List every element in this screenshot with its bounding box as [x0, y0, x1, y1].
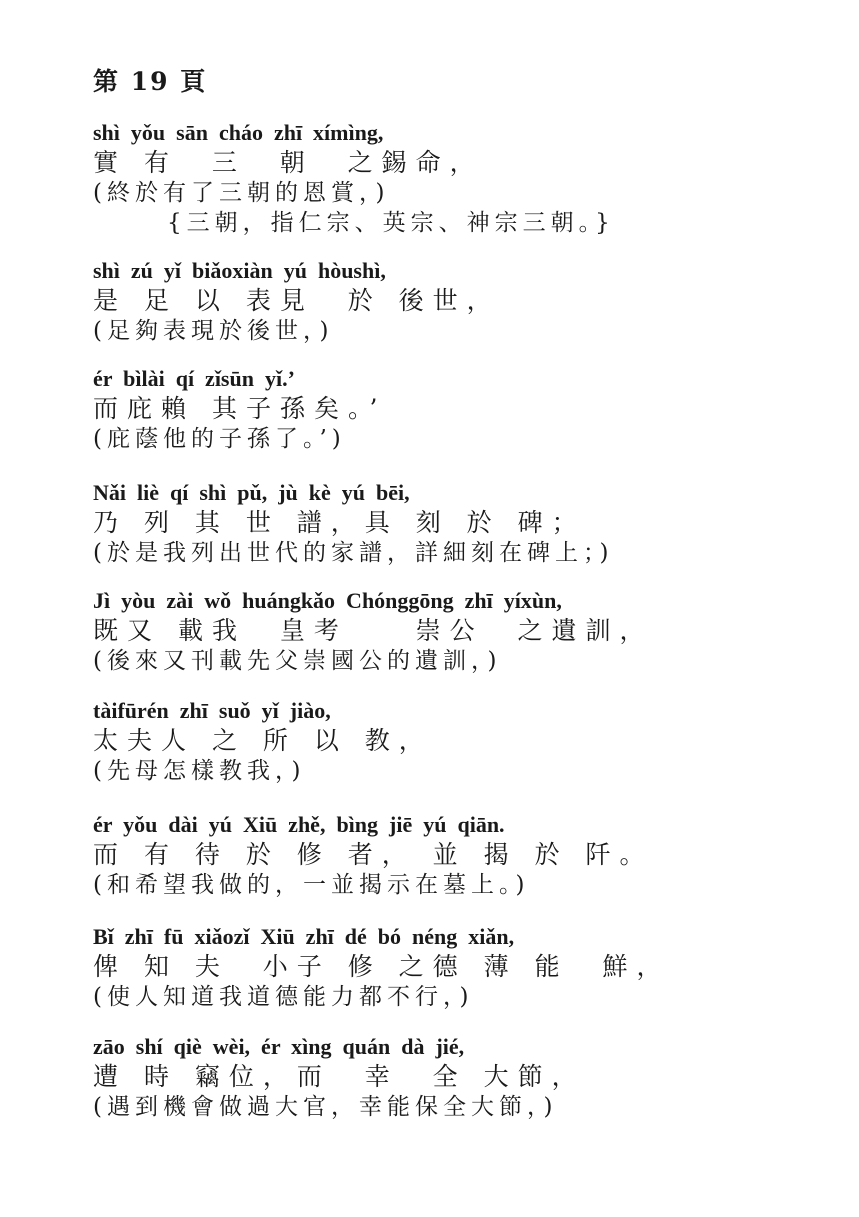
pinyin-line: Jì yòu zài wǒ huángkǎo Chónggōng zhī yíxùn,: [93, 588, 562, 613]
chinese-line: 俾 知 夫 小子 修 之德 薄 能 鮮，: [93, 952, 671, 981]
pinyin-line: Bǐ zhī fū xiǎozǐ Xiū zhī dé bó néng xiǎn,: [93, 924, 515, 949]
stanza-6: [93, 696, 833, 786]
note-line: {三朝，指仁宗、英宗、神宗三朝。}: [167, 210, 615, 236]
pinyin-line: shì zú yǐ biǎoxiàn yú hòushì,: [93, 258, 386, 283]
chinese-line: 是 足 以 表見 於 後世，: [93, 286, 501, 315]
page-title: 第 19 頁: [93, 67, 208, 96]
translation-line: (先母怎樣教我，): [93, 758, 306, 784]
chinese-line: 太夫人 之 所 以 教，: [93, 726, 433, 755]
chinese-line: 而 有 待 於 修 者， 並 揭 於 阡。: [93, 840, 654, 869]
translation-line: (使人知道我道德能力都不行，): [93, 984, 474, 1010]
translation-line: (後來又刊載先父崇國公的遺訓，): [93, 648, 502, 674]
stanza-1: [93, 118, 833, 238]
translation-line: (和希望我做的，一並揭示在墓上。): [93, 872, 530, 898]
chinese-line: 遭 時 竊位，而 幸 全 大節，: [93, 1062, 586, 1091]
translation-line: (遇到機會做過大官，幸能保全大節，): [93, 1094, 558, 1120]
pinyin-line: zāo shí qiè wèi, ér xìng quán dà jié,: [93, 1034, 465, 1059]
stanza-3: [93, 364, 833, 454]
translation-line: (足夠表現於後世，): [93, 318, 334, 344]
translation-line: (於是我列出世代的家譜，詳細刻在碑上；): [93, 540, 614, 566]
stanza-7: [93, 810, 833, 900]
translation-line: (庇蔭他的子孫了。’): [93, 426, 346, 452]
chinese-line: 實 有 三 朝 之錫命，: [93, 148, 484, 177]
stanza-2: [93, 256, 833, 346]
chinese-line: 乃 列 其 世 譜，具 刻 於 碑；: [93, 508, 586, 537]
chinese-line: 既又 載我 皇考 崇公 之遺訓，: [93, 616, 654, 645]
stanza-4: [93, 478, 833, 568]
chinese-line: 而庇賴 其子孫矣。’: [93, 394, 387, 423]
pinyin-line: ér bìlài qí zǐsūn yǐ.’: [93, 366, 295, 391]
pinyin-line: Nǎi liè qí shì pǔ, jù kè yú bēi,: [93, 480, 410, 505]
translation-line: (終於有了三朝的恩賞，): [93, 180, 390, 206]
stanza-9: [93, 1032, 833, 1122]
pinyin-line: shì yǒu sān cháo zhī xímìng,: [93, 120, 384, 145]
pinyin-line: ér yǒu dài yú Xiū zhě, bìng jiē yú qiān.: [93, 812, 505, 837]
stanza-8: [93, 922, 833, 1012]
stanza-5: [93, 586, 833, 676]
pinyin-line: tàifūrén zhī suǒ yǐ jiào,: [93, 698, 331, 723]
